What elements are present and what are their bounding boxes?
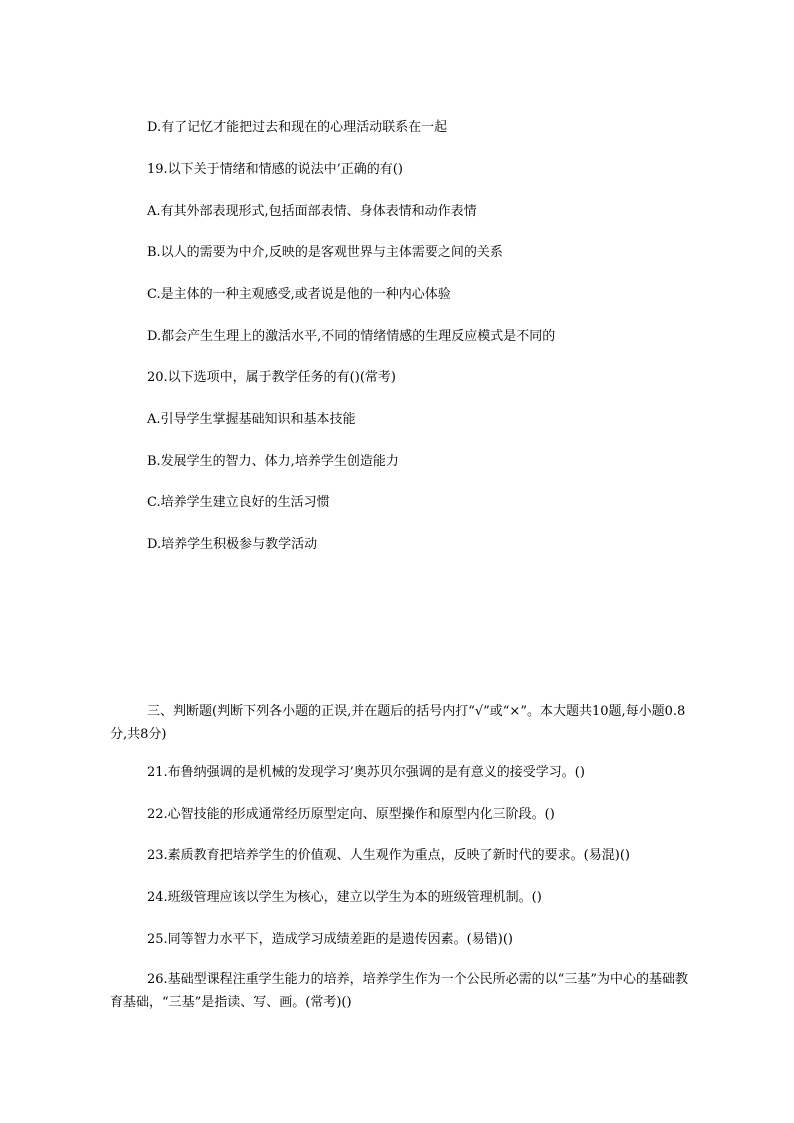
judgement-q24: 24.班级管理应该以学生为核心，建立以学生为本的班级管理机制。() xyxy=(147,890,542,905)
judgement-q21: 21.布鲁纳强调的是机械的发现学习’奥苏贝尔强调的是有意义的接受学习。() xyxy=(147,765,585,780)
q19-option-b: B.以人的需要为中介,反映的是客观世界与主体需要之间的关系 xyxy=(147,245,503,260)
q20-stem: 20.以下选项中，属于教学任务的有()(常考) xyxy=(147,370,396,385)
judgement-q22: 22.心智技能的形成通常经历原型定向、原型操作和原型内化三阶段。() xyxy=(147,807,555,822)
q19-option-c: C.是主体的一种主观感受,或者说是他的一种内心体验 xyxy=(147,287,451,302)
q20-option-c: C.培养学生建立良好的生活习惯 xyxy=(147,495,330,510)
q19-option-d: D.都会产生生理上的激活水平,不同的情绪情感的生理反应模式是不同的 xyxy=(147,329,556,344)
judgement-q25: 25.同等智力水平下，造成学习成绩差距的是遗传因素。(易错)() xyxy=(147,932,513,947)
judgement-q26: 26.基础型课程注重学生能力的培养，培养学生作为一个公民所必需的以“三基”为中心的基础教育基础，“三基”是指读、写、画。(常考)() xyxy=(110,972,688,1010)
section3-heading: 三、判断题(判断下列各小题的正误,并在题后的括号内打“√”或“×”。本大题共10题,每小题0.8分,共8分) xyxy=(110,704,686,742)
q20-option-d: D.培养学生积极参与教学活动 xyxy=(147,537,318,552)
q20-option-a: A.引导学生掌握基础知识和基本技能 xyxy=(147,412,356,427)
judgement-q23: 23.素质教育把培养学生的价值观、人生观作为重点，反映了新时代的要求。(易混)() xyxy=(147,848,630,863)
q19-option-a: A.有其外部表现形式,包括面部表情、身体表情和动作表情 xyxy=(147,204,477,219)
q20-option-b: B.发展学生的智力、体力,培养学生创造能力 xyxy=(147,454,399,469)
q18-option-d: D.有了记忆才能把过去和现在的心理活动联系在一起 xyxy=(147,120,448,135)
q19-stem: 19.以下关于情绪和情感的说法中’正确的有() xyxy=(147,162,403,177)
